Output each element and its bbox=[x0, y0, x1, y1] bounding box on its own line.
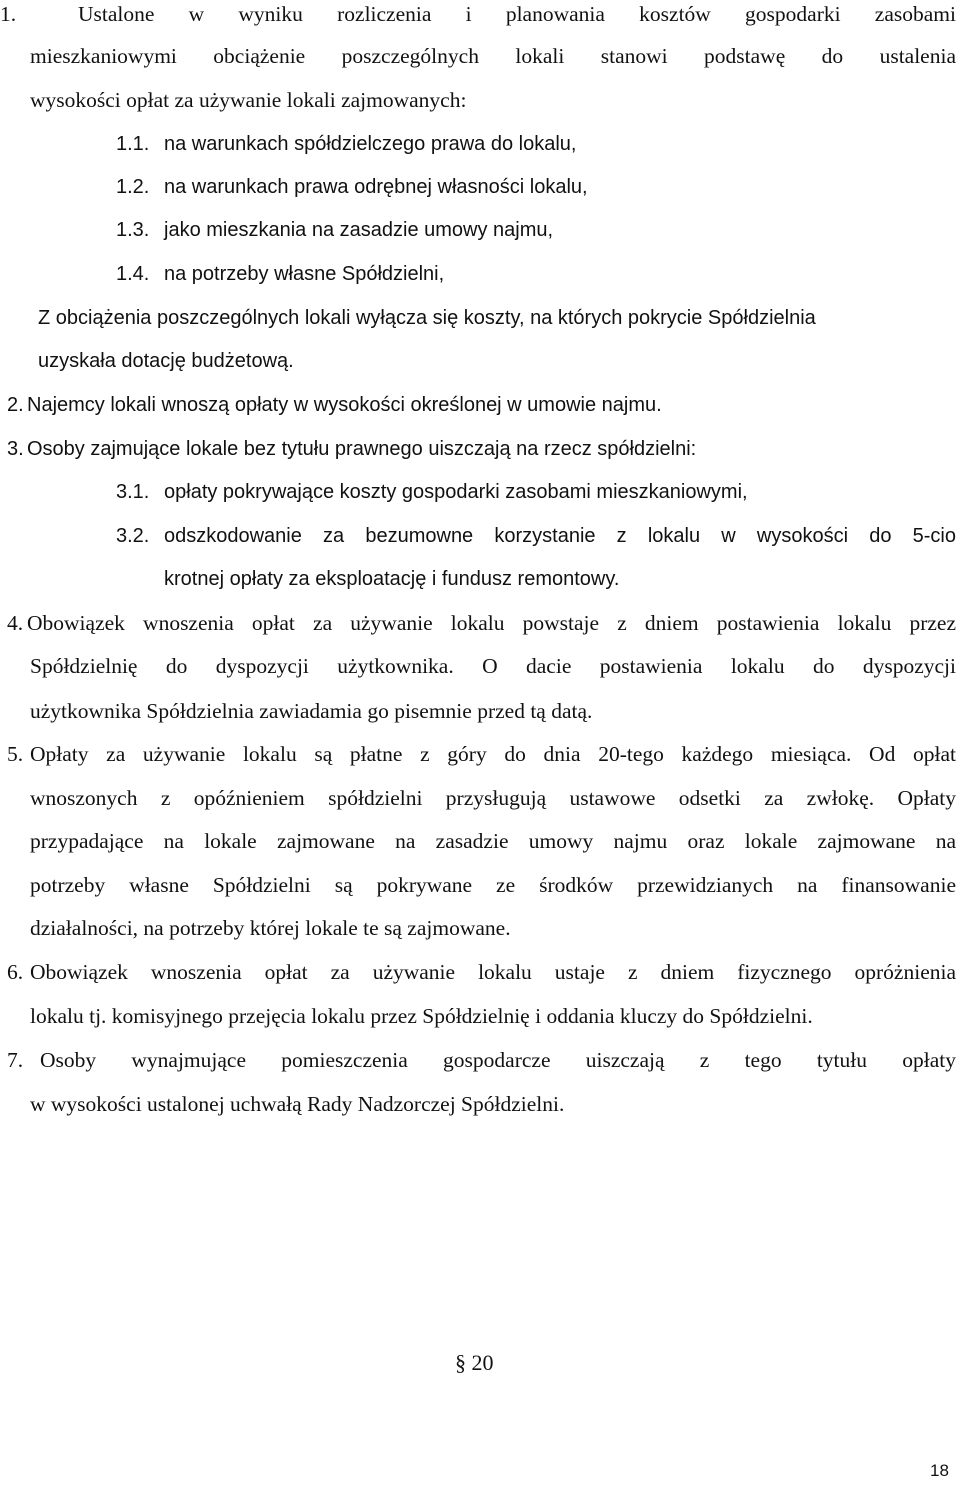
page-number: 18 bbox=[930, 1461, 949, 1480]
item-1-note-line-1: Z obciążenia poszczególnych lokali wyłącza się koszty, na których pokrycie Spółdzielnia bbox=[38, 307, 816, 329]
item-6-number: 6. bbox=[7, 960, 24, 984]
section-mark: § 20 bbox=[455, 1350, 494, 1375]
item-1-2-number: 1.2. bbox=[116, 176, 150, 198]
item-5-line-5: działalności, na potrzeby której lokale te są zajmowane. bbox=[30, 916, 511, 940]
item-6-line-1: Obowiązek wnoszenia opłat za używanie lokalu ustaje z dniem fizycznego opróżnienia bbox=[30, 960, 956, 984]
item-3-2-number: 3.2. bbox=[116, 525, 150, 547]
item-4-number: 4. bbox=[7, 611, 24, 635]
item-3-2-line-1: odszkodowanie za bezumowne korzystanie z lokalu w wysokości do 5-cio bbox=[164, 525, 956, 547]
item-1-4-number: 1.4. bbox=[116, 263, 150, 285]
item-2-text: Najemcy lokali wnoszą opłaty w wysokości określonej w umowie najmu. bbox=[27, 394, 662, 416]
item-4-line-1: Obowiązek wnoszenia opłat za używanie lokalu powstaje z dniem postawienia lokalu przez bbox=[27, 611, 956, 635]
item-1-note-line-2: uzyskała dotację budżetową. bbox=[38, 350, 294, 372]
item-5-line-1: Opłaty za używanie lokalu są płatne z góry do dnia 20-tego każdego miesiąca. Od opłat bbox=[30, 742, 956, 766]
item-5-line-3: przypadające na lokale zajmowane na zasadzie umowy najmu oraz lokale zajmowane na bbox=[30, 829, 956, 853]
item-3-number: 3. bbox=[7, 438, 24, 460]
item-3-1-text: opłaty pokrywające koszty gospodarki zasobami mieszkaniowymi, bbox=[164, 481, 748, 503]
item-1-1-number: 1.1. bbox=[116, 133, 150, 155]
item-1-number: 1. bbox=[0, 2, 17, 26]
item-1-line-2: mieszkaniowymi obciążenie poszczególnych lokali stanowi podstawę do ustalenia bbox=[30, 44, 956, 68]
item-5-number: 5. bbox=[7, 742, 24, 766]
item-7-line-2: w wysokości ustalonej uchwałą Rady Nadzorczej Spółdzielni. bbox=[30, 1092, 565, 1116]
item-1-2-text: na warunkach prawa odrębnej własności lokalu, bbox=[164, 176, 588, 198]
item-7-line-1: Osoby wynajmujące pomieszczenia gospodarcze uiszczają z tego tytułu opłaty bbox=[40, 1048, 956, 1072]
item-1-3-number: 1.3. bbox=[116, 219, 150, 241]
item-3-text: Osoby zajmujące lokale bez tytułu prawnego uiszczają na rzecz spółdzielni: bbox=[27, 438, 697, 460]
item-1-3-text: jako mieszkania na zasadzie umowy najmu, bbox=[164, 219, 554, 241]
item-2-number: 2. bbox=[7, 394, 24, 416]
item-1-line-3: wysokości opłat za używanie lokali zajmowanych: bbox=[30, 88, 467, 112]
item-6-line-2: lokalu tj. komisyjnego przejęcia lokalu przez Spółdzielnię i oddania kluczy do Spółdzielni. bbox=[30, 1004, 813, 1028]
item-7-number: 7. bbox=[7, 1048, 24, 1072]
item-1-line-1: Ustalone w wyniku rozliczenia i planowania kosztów gospodarki zasobami bbox=[78, 2, 956, 26]
item-1-4-text: na potrzeby własne Spółdzielni, bbox=[164, 263, 445, 285]
item-1-1-text: na warunkach spółdzielczego prawa do lokalu, bbox=[164, 133, 577, 155]
item-3-2-line-2: krotnej opłaty za eksploatację i fundusz remontowy. bbox=[164, 568, 620, 590]
item-4-line-2: Spółdzielnię do dyspozycji użytkownika. O dacie postawienia lokalu do dyspozycji bbox=[30, 654, 956, 678]
item-5-line-4: potrzeby własne Spółdzielni są pokrywane ze środków przewidzianych na finansowanie bbox=[30, 873, 956, 897]
item-5-line-2: wnoszonych z opóźnieniem spółdzielni przysługują ustawowe odsetki za zwłokę. Opłaty bbox=[30, 786, 956, 810]
item-4-line-3: użytkownika Spółdzielnia zawiadamia go pisemnie przed tą datą. bbox=[30, 699, 593, 723]
item-3-1-number: 3.1. bbox=[116, 481, 150, 503]
